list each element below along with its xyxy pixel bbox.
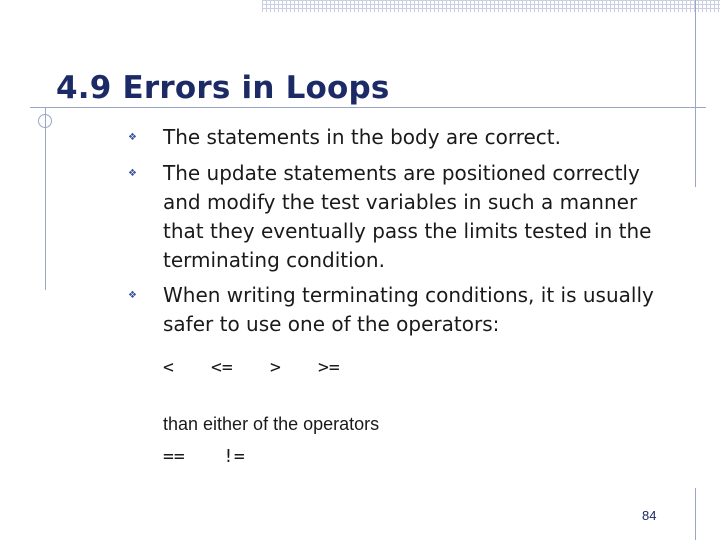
than-text: than either of the operators: [163, 414, 380, 434]
bullet-text: When writing terminating conditions, it is usually safer to use one of the operators:: [163, 283, 654, 336]
decorative-left-line: [45, 107, 46, 290]
slide-title: 4.9 Errors in Loops: [56, 70, 390, 106]
operator-greater-than: >: [270, 357, 281, 378]
decorative-right-line: [695, 0, 696, 187]
bullet-text: The statements in the body are correct.: [163, 125, 561, 149]
title-underline: [30, 107, 706, 108]
page-number: 84: [642, 508, 657, 523]
operator-equal: ==: [163, 446, 185, 467]
decorative-bottom-line: [695, 488, 696, 540]
operator-less-than: <: [163, 357, 174, 378]
operator-greater-equal: >=: [318, 357, 340, 378]
decorative-grid-band: [262, 0, 720, 12]
diamond-bullet-icon: ❖: [128, 168, 137, 179]
crosshair-icon: [38, 114, 52, 128]
diamond-bullet-icon: ❖: [128, 132, 137, 143]
operator-not-equal: !=: [223, 446, 245, 467]
bullet-text: The update statements are positioned correctly and modify the test variables in such a manner that they eventually pass the limits tested in the terminating condition.: [163, 161, 652, 272]
diamond-bullet-icon: ❖: [128, 290, 137, 301]
operator-less-equal: <=: [211, 357, 233, 378]
